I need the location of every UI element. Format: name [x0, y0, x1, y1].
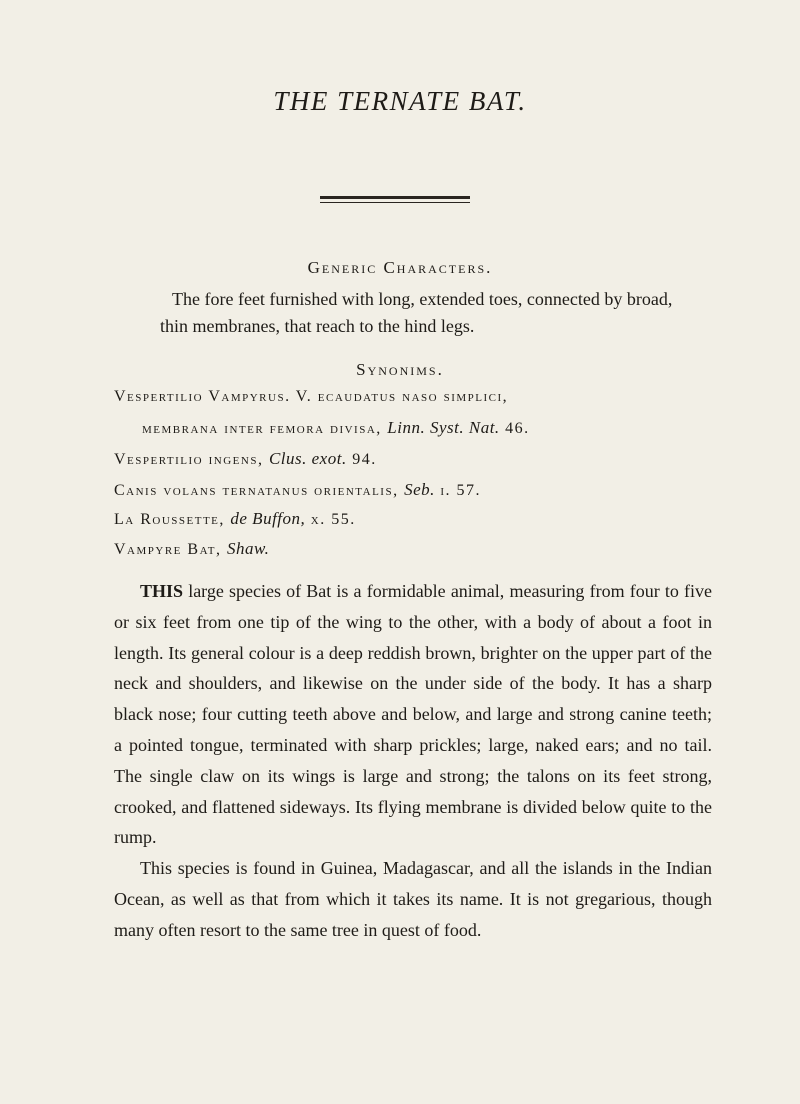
- paragraph: This species is found in Guinea, Madagascar, and all the islands in the Indian Ocean, as well as that from which it takes its name. It is not gregarious, though many often resort to the same tree in quest of food.: [114, 858, 712, 940]
- synonym-reference: Shaw.: [227, 539, 270, 558]
- synonym-line: [114, 388, 714, 406]
- synonyms-heading: Synonims.: [356, 360, 444, 379]
- synonym-text: Canis volans ternatanus orientalis,: [114, 482, 399, 499]
- synonym-text: Vampyre Bat,: [114, 541, 222, 558]
- synonym-page: i. 57.: [440, 482, 482, 499]
- synonym-page: 46.: [505, 420, 530, 437]
- synonym-reference: de Buffon,: [230, 509, 306, 528]
- synonym-text: Vespertilio Vampyrus. V. ecaudatus naso simplici,: [114, 388, 509, 405]
- paragraph: [114, 576, 712, 853]
- synonym-reference: Seb.: [404, 480, 435, 499]
- synonym-line: [142, 418, 742, 438]
- generic-characters-text: The fore feet furnished with long, extended toes, connected by broad, thin membranes, that reach to the hind legs.: [160, 289, 673, 336]
- synonym-line: [114, 449, 714, 469]
- synonym-reference: Clus. exot.: [268, 449, 347, 468]
- title-divider: [320, 196, 470, 201]
- synonym-line: [114, 480, 714, 500]
- synonym-text: La Roussette,: [114, 511, 225, 528]
- description-body: [114, 576, 712, 946]
- synonym-line: [114, 539, 714, 559]
- generic-characters-heading: Generic Characters.: [307, 258, 493, 277]
- paragraph-text: large species of Bat is a formidable animal, measuring from four to five or six feet from one tip of the wing to the other, with a body of about a foot in length. Its general colour is a deep reddish brown, brighter on the upper part of the neck and shoulders, and likewise on the under side of the body. It has a sharp black nose; four cutting teeth above and below, and large and strong canine teeth; a pointed tongue, terminated with sharp prickles; large, naked ears; and no tail. The single claw on its wings is large and strong; the talons on its feet strong, crooked, and flattened sideways. Its flying membrane is divided below quite to the rump.: [114, 581, 712, 848]
- paragraph-lead: THIS: [140, 581, 184, 601]
- synonym-reference: Linn. Syst. Nat.: [387, 418, 500, 437]
- page-title: THE TERNATE BAT.: [273, 86, 527, 116]
- synonym-text: Vespertilio ingens,: [114, 451, 264, 468]
- synonym-page: 94.: [352, 451, 377, 468]
- synonym-text: membrana inter femora divisa,: [142, 420, 382, 437]
- synonym-line: [114, 509, 714, 529]
- synonym-page: x. 55.: [310, 511, 356, 528]
